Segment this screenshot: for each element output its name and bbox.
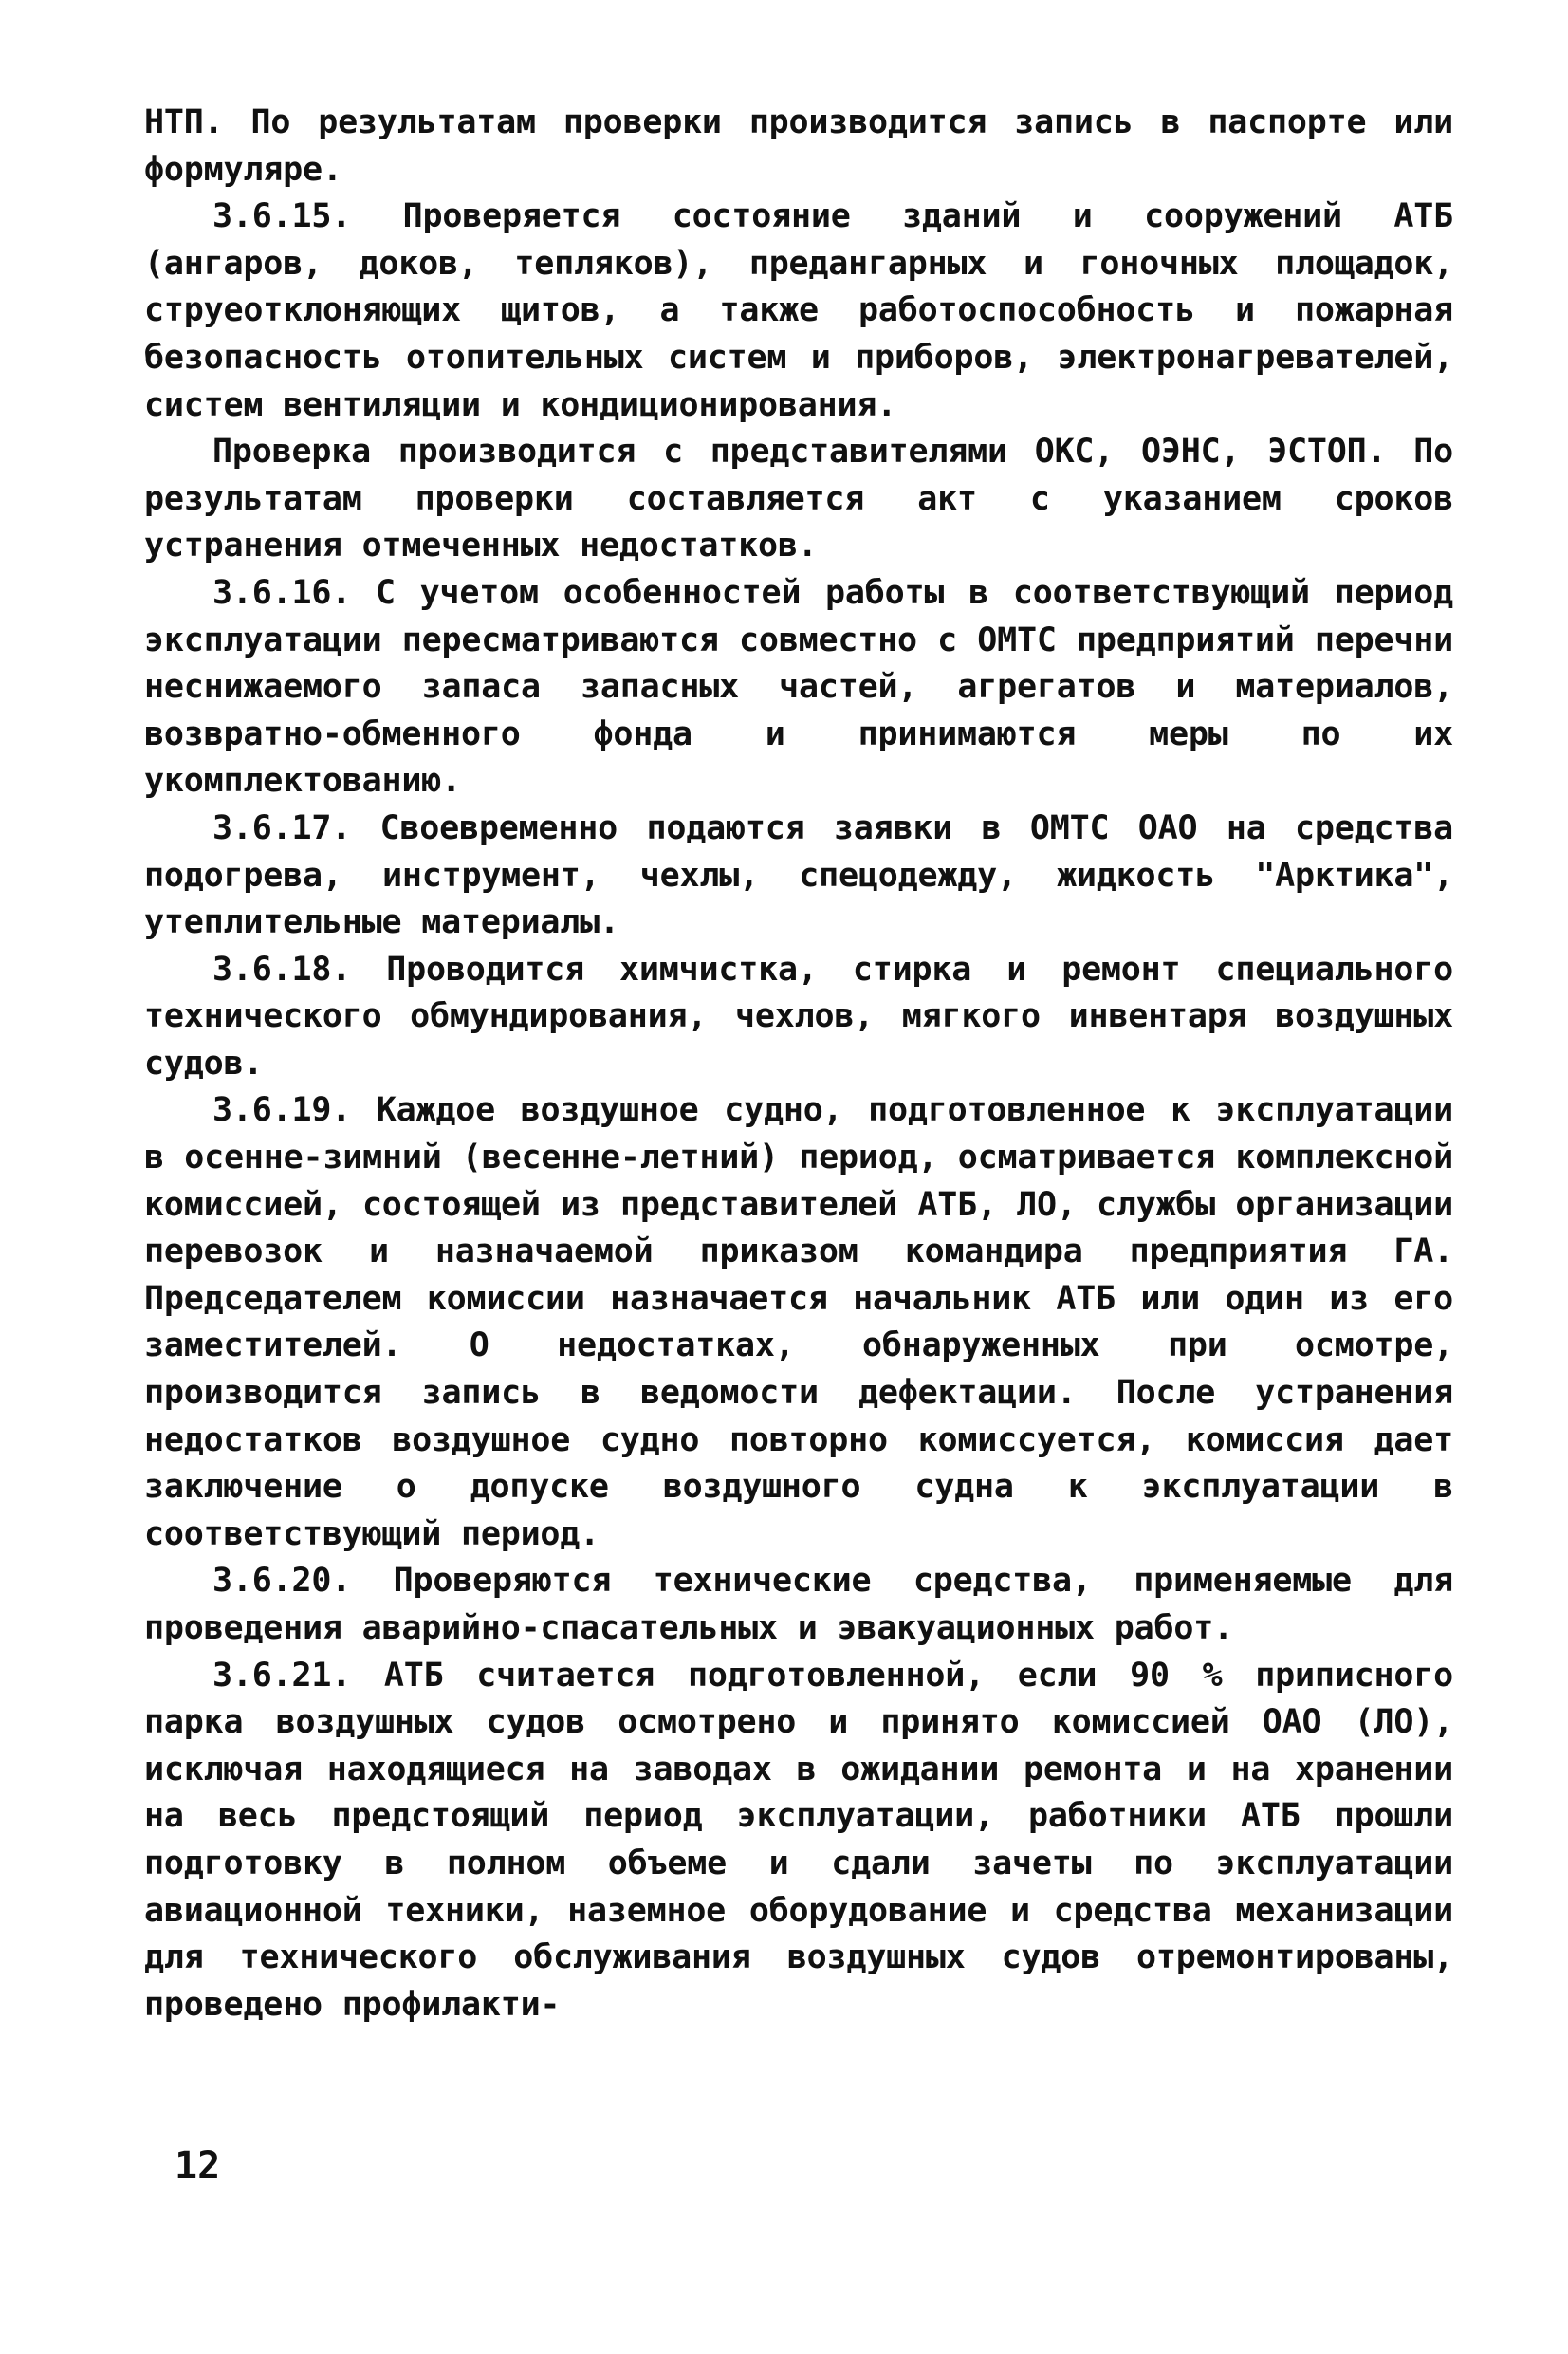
paragraph-3-6-18: [144, 947, 1453, 1088]
paragraph-3-6-15-cont: [144, 429, 1453, 570]
paragraph-text: Каждое воздушное судно, подготовленное к эксплуатации в осенне-зимний (весенне-летний) период, осматривается комплексной комиссией, состоящей из представителей АТБ, ЛО, службы организации перевозок и назначаемой приказом командира предприятия ГА. Председателем комиссии назначается начальник АТБ или один из его заместителей. О недостатках, обнаруженных при осмотре, производится запись в ведомости дефектации. После устранения недостатков воздушное судно повторно комиссуется, комиссия дает заключение о допуске воздушного судна к эксплуатации в соответствующий период.: [144, 1091, 1453, 1553]
section-number: 3.6.16.: [212, 573, 352, 612]
paragraph-text: Проводится химчистка, стирка и ремонт специального технического обмундирования, чехлов, мягкого инвентаря воздушных судов.: [144, 950, 1453, 1083]
section-number: 3.6.15.: [212, 197, 352, 236]
paragraph-text: Проверка производится с представителями ОКС, ОЭНС, ЭСТОП. По результатам проверки составляется акт с указанием сроков устранения отмеченных недостатков.: [144, 433, 1453, 565]
paragraph-3-6-20: [144, 1558, 1453, 1652]
paragraph-text: Своевременно подаются заявки в ОМТС ОАО на средства подогрева, инструмент, чехлы, спецодежду, жидкость "Арктика", утеплительные материалы.: [144, 808, 1454, 942]
paragraph-text: Проверяется состояние зданий и сооружений АТБ (ангаров, доков, тепляков), предангарных и гоночных площадок, струеотклоняющих щитов, а также работоспособность и пожарная безопасность отопительных систем и приборов, электронагревателей, систем вентиляции и кондиционирования.: [144, 197, 1454, 424]
paragraph-0: [144, 100, 1453, 194]
page-number: 12: [175, 2144, 221, 2188]
paragraph-3-6-16: [144, 570, 1453, 806]
section-number: 3.6.17.: [212, 808, 352, 847]
paragraph-3-6-19: [144, 1087, 1453, 1558]
paragraph-3-6-21: [144, 1653, 1453, 2030]
paragraph-text: Проверяются технические средства, применяемые для проведения аварийно-спасательных и эвакуационных работ.: [144, 1562, 1453, 1647]
paragraph-text: С учетом особенностей работы в соответствующий период эксплуатации пересматриваются совместно с ОМТС предприятий перечни неснижаемого запаса запасных частей, агрегатов и материалов, возвратно-обменного фонда и принимаются меры по их укомплектованию.: [144, 573, 1453, 801]
paragraph-3-6-15: [144, 194, 1453, 429]
section-number: 3.6.20.: [212, 1562, 352, 1601]
section-number: 3.6.19.: [212, 1091, 352, 1130]
document-page: [144, 100, 1453, 2029]
paragraph-0-text: НТП. По результатам проверки производится запись в паспорте или формуляре.: [144, 103, 1453, 189]
paragraph-text: АТБ считается подготовленной, если 90 % приписного парка воздушных судов осмотрено и принято комиссией ОАО (ЛО), исключая находящиеся на заводах в ожидании ремонта и на хранении на весь предстоящий период эксплуатации, работники АТБ прошли подготовку в полном объеме и сдали зачеты по эксплуатации авиационной техники, наземное оборудование и средства механизации для технического обслуживания воздушных судов отремонтированы, проведено профилакти-: [144, 1656, 1453, 2024]
section-number: 3.6.21.: [212, 1656, 352, 1695]
section-number: 3.6.18.: [212, 950, 352, 989]
paragraph-3-6-17: [144, 806, 1453, 947]
